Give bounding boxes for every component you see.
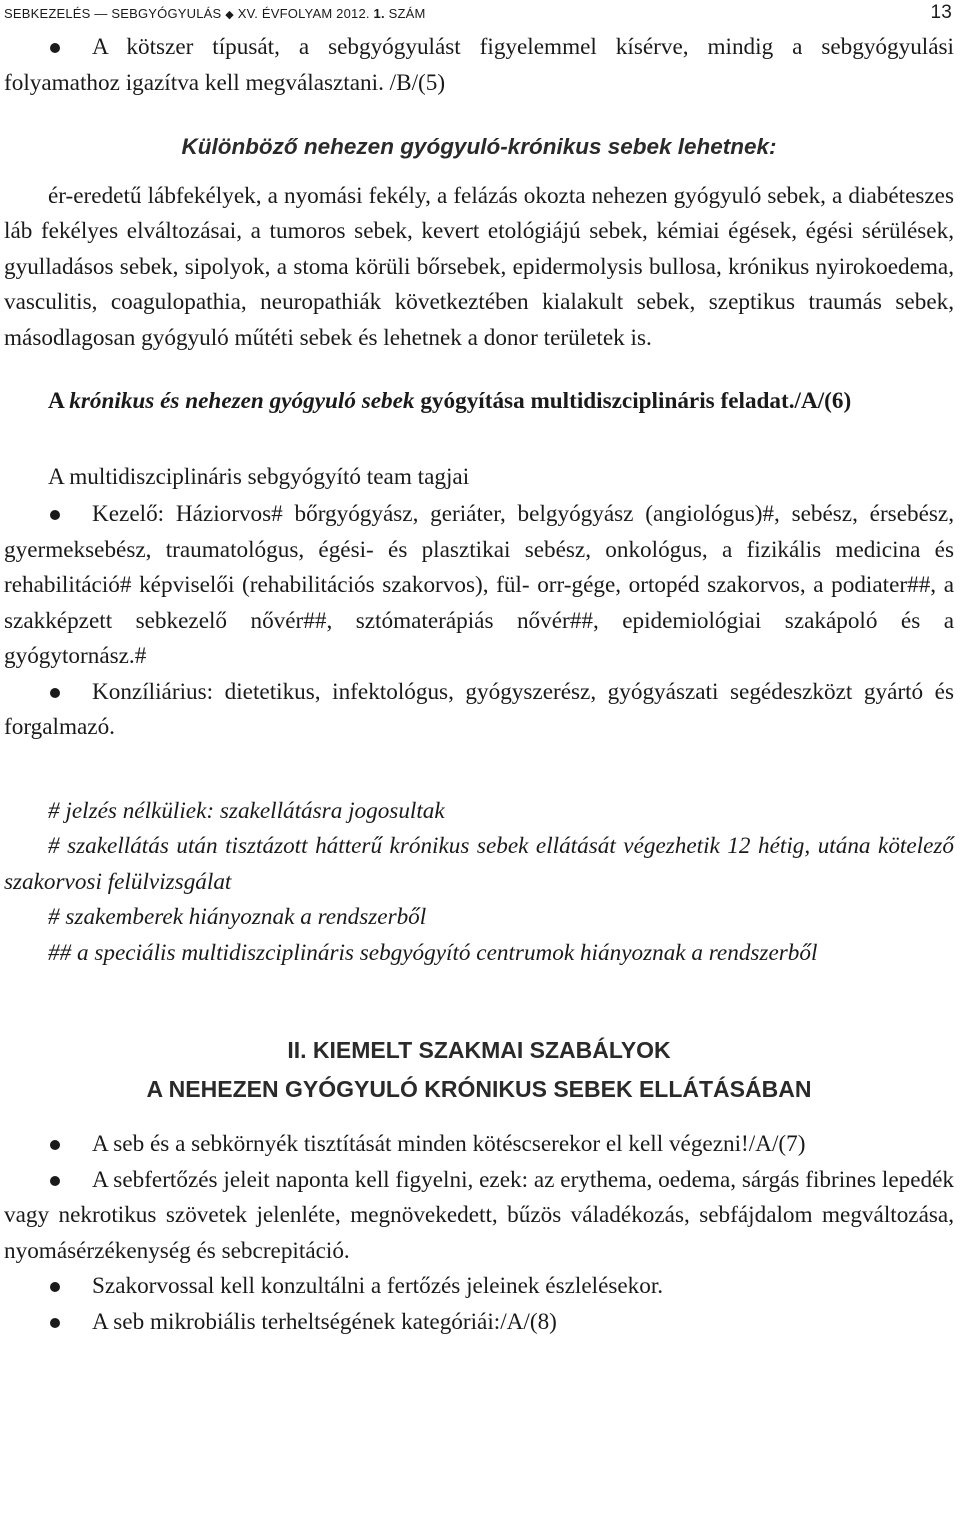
rule-item: A seb mikrobiális terheltségének kategóriái:/A/(8) <box>4 1305 954 1341</box>
footnote: # szakellátás után tisztázott hátterű krónikus sebek ellátását végezhetik 12 hétig, utána kötelező szakorvosi felülvizsgálat <box>4 833 954 895</box>
rules-list <box>4 1127 954 1340</box>
bullet-icon <box>50 43 60 53</box>
body-paragraph: ér-eredetű lábfekélyek, a nyomási fekély, a felázás okozta nehezen gyógyuló sebek, a diabéteszes láb fekélyes elváltozásai, a tumoros sebek, kevert etológiájú sebek, kémiai égések, égési sérülések, gyulladásos sebek, sipolyok, a stoma körüli bőrsebek, epidermolysis bullosa, krónikus nyirokoedema, vasculitis, coagulopathia, neuropathiák következtében kialakult sebek, szeptikus traumás sebek, másodlagosan gyógyuló műtéti sebek és lehetnek a donor területek is. <box>4 182 954 351</box>
rule-item: A sebfertőzés jeleit naponta kell figyelni, ezek: az erythema, oedema, sárgás fibrines lepedék vagy nekrotikus szövetek jelenléte, megnövekedett, bűzös váladékozás, sebfájdalom megváltozása, nyomásérzékenység és sebcrepitáció. <box>4 1166 954 1264</box>
page-body <box>4 30 954 1340</box>
rule-item: Szakorvossal kell konzultálni a fertőzés jeleinek észlelésekor. <box>4 1269 954 1305</box>
bullet-paragraph: A kötszer típusát, a sebgyógyulást figyelemmel kísérve, mindig a sebgyógyulási folyamathoz igazítva kell megválasztani. /B/(5) <box>4 34 954 96</box>
section-title-line: A NEHEZEN GYÓGYULÓ KRÓNIKUS SEBEK ELLÁTÁSÁBAN <box>146 1076 812 1102</box>
bullet-paragraph: Kezelő: Háziorvos# bőrgyógyász, geriáter, belgyógyász (angiológus)#, sebész, érsebész, gyermeksebész, traumatológus, égési- és plasztikai sebész, onkológus, a fizikális medicina és rehabilitáció# képviselői (rehabilitációs szakorvos), fül- orr-gége, ortopéd szakorvos, a podiater##, a szakképzett sebkezelő nővér##, sztómaterápiás nővér##, epidemiológiai szakápoló és a gyógytornász.# <box>4 501 954 669</box>
footnote: # jelzés nélküliek: szakellátásra jogosultak <box>48 797 445 824</box>
diamond-icon: ◆ <box>225 8 234 21</box>
bullet-icon <box>50 1318 60 1328</box>
section-title-line: II. KIEMELT SZAKMAI SZABÁLYOK <box>287 1037 671 1063</box>
footnote: # szakemberek hiányoznak a rendszerből <box>48 904 427 930</box>
journal-info <box>4 6 426 21</box>
bullet-icon <box>50 510 60 520</box>
journal-title: SEBKEZELÉS — SEBGYÓGYULÁS <box>4 5 222 21</box>
running-header <box>4 0 952 26</box>
issue-label: SZÁM <box>388 5 426 21</box>
team-intro: A multidiszciplináris sebgyógyító team tagjai <box>48 463 470 490</box>
rule-item: A seb és a sebkörnyék tisztítását minden kötéscserekor el kell végezni!/A/(7) <box>4 1127 954 1163</box>
bullet-icon <box>50 1176 60 1186</box>
page-number: 13 <box>930 2 952 23</box>
bullet-icon <box>50 1282 60 1292</box>
emphasis-paragraph: A krónikus és nehezen gyógyuló sebek gyógyítása multidiszciplináris feladat./A/(6) <box>48 388 852 414</box>
bullet-icon <box>50 1140 60 1150</box>
section-title <box>4 1031 954 1109</box>
footnote: ## a speciális multidiszciplináris sebgyógyító centrumok hiányoznak a rendszerből <box>48 939 818 966</box>
footnotes <box>4 794 954 972</box>
issue-number: 1. <box>373 5 385 21</box>
bullet-icon <box>50 688 60 698</box>
section-heading: Különböző nehezen gyógyuló-krónikus sebek lehetnek: <box>181 134 777 159</box>
bullet-paragraph: Konzíliárius: dietetikus, infektológus, gyógyszerész, gyógyászati segédeszközt gyártó és forgalmazó. <box>4 678 954 740</box>
journal-volume: XV. ÉVFOLYAM 2012. <box>237 5 370 21</box>
